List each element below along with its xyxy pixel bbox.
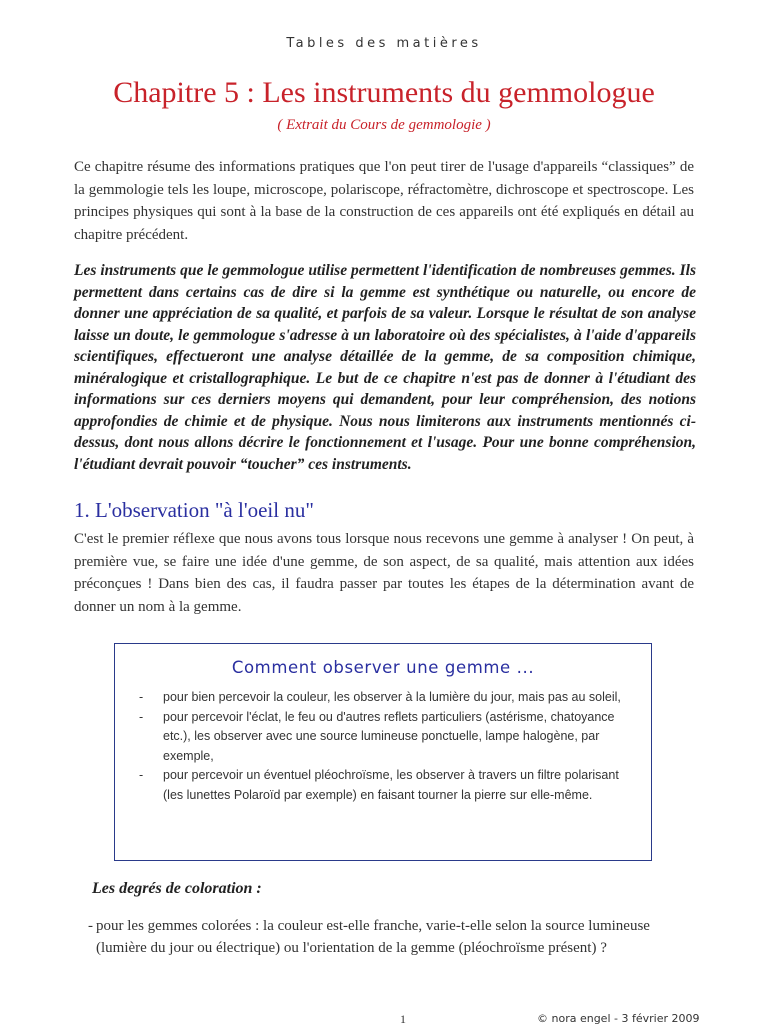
tip-item-text: pour percevoir un éventuel pléochroïsme, les observer à travers un filtre polarisant (les lunettes Polaroïd par exemple) en faisant tourner la pierre sur elle-même. [163, 768, 619, 802]
coloration-list [74, 916, 694, 959]
tip-item [139, 766, 635, 805]
section-paragraph: C'est le premier réflexe que nous avons tous lorsque nous recevons une gemme à analyser ! On peut, à première vue, se faire une idée d'une gemme, de son aspect, de sa qualité, mais attention aux idées préconçues ! Dans bien des cas, il faudra passer par toutes les étapes de la détermination avant de donner un nom à la gemme. [74, 531, 694, 615]
coloration-item [74, 916, 694, 959]
dash-bullet: - [139, 768, 144, 782]
tip-item [139, 688, 635, 708]
coloration-heading: Les degrés de coloration : [92, 880, 262, 897]
tip-item [139, 708, 635, 767]
coloration-item-text: pour les gemmes colorées : la couleur est-elle franche, varie-t-elle selon la source lumineuse (lumière du jour ou électrique) ou l'orientation de la gemme (pléochroïsme présent) ? [96, 918, 650, 956]
tip-list [139, 688, 635, 805]
dash-bullet: - [139, 690, 144, 704]
dash-bullet: - [139, 709, 144, 724]
tip-item-text: pour percevoir l'éclat, le feu ou d'autres reflets particuliers (astérisme, chatoyance etc.), les observer avec une source lumineuse ponctuelle, lampe halogène, par exemple, [163, 709, 615, 763]
tip-item-text: pour bien percevoir la couleur, les observer à la lumière du jour, mais pas au soleil, [163, 690, 621, 704]
emphasis-paragraph: Les instruments que le gemmologue utilise permettent l'identification de nombreuses gemmes. Ils permettent dans certains cas de dire si la gemme est synthétique ou naturelle, ou encore de donner une appréciation de sa qualité, et parfois de sa valeur. Lorsque le résultat de son analyse laisse un doute, le gemmologue s'adresse à un laboratoire où des spécialistes, à l'aide d'appareils scientifiques, effectueront une analyse détaillée de la gemme, de sa composition chimique, minéralogique et cristallographique. Le but de ce chapitre n'est pas de donner à l'étudiant des informations sur ces derniers moyens qui demandent, pour leur compréhension, des notions approfondies de chimie et de physique. Nous nous limiterons aux instruments mentionnés ci-dessus, dont nous allons décrire le fonctionnement et l'usage. Pour une bonne compréhension, l'étudiant devrait pouvoir “toucher” ces instruments. [74, 262, 696, 473]
chapter-title: Chapitre 5 : Les instruments du gemmologue [113, 76, 655, 109]
running-header: Tables des matières [286, 36, 482, 51]
section-heading: 1. L'observation "à l'oeil nu" [74, 498, 314, 522]
tip-box-title: Comment observer une gemme ... [231, 658, 535, 677]
tip-box [114, 643, 652, 861]
dash-bullet: - [88, 918, 93, 934]
intro-paragraph: Ce chapitre résume des informations pratiques que l'on peut tirer de l'usage d'appareils “classiques” de la gemmologie tels les loupe, microscope, polariscope, réfractomètre, dichroscope et spectroscope. Les principes physiques qui sont à la base de la construction de ces appareils ont été expliqués en détail au chapitre précédent. [74, 159, 694, 243]
chapter-subtitle: ( Extrait du Cours de gemmologie ) [277, 117, 491, 133]
page-number: 1 [400, 1012, 406, 1026]
footer-credit: © nora engel - 3 février 2009 [537, 1012, 700, 1025]
